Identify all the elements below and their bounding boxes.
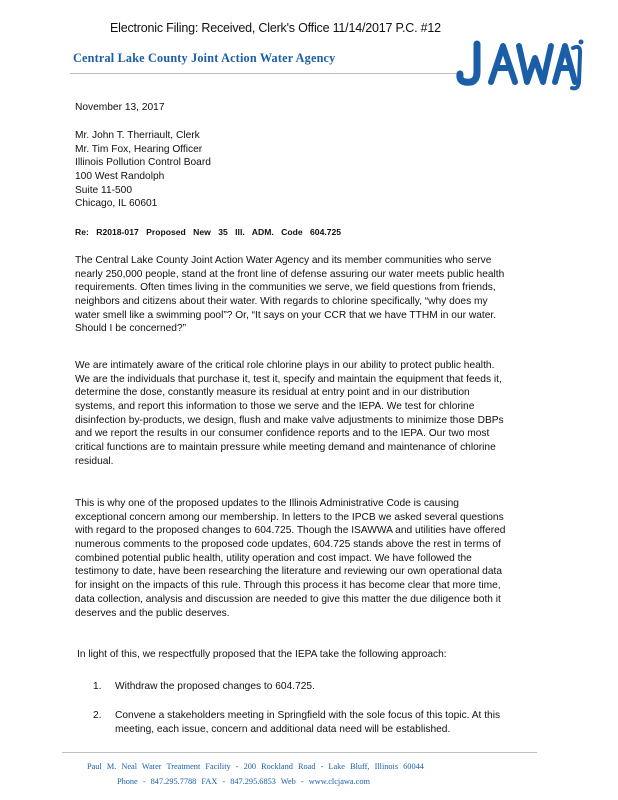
filing-stamp: Electronic Filing: Received, Clerk's Office 11/14/2017 P.C. #12 bbox=[110, 21, 441, 35]
jawa-logo-icon bbox=[455, 34, 585, 92]
text-line: neighbors and citizens about their water. With regards to chlorine specifically, “why does my bbox=[75, 296, 488, 308]
paragraph-4: In light of this, we respectfully proposed that the IEPA take the following approach: bbox=[77, 649, 447, 660]
text-line: nearly 250,000 people, stand at the front line of defense assuring our water meets public health bbox=[75, 268, 505, 280]
text-line: requirements. Often times living in the communities we serve, we field questions from friends, bbox=[75, 282, 496, 294]
address-line: Suite 11-500 bbox=[75, 184, 133, 196]
text-line: systems, and report this information to those we serve and the IEPA. We test for chlorine bbox=[75, 401, 475, 413]
text-line: water smell like a swimming pool”? Or, “It says on your CCR that we have TTHM in our water. bbox=[75, 309, 497, 321]
list-text: meeting, each issue, concern and additional data need will be established. bbox=[115, 723, 451, 735]
address-line: Chicago, IL 60601 bbox=[75, 198, 158, 210]
footer-address: Paul M. Neal Water Treatment Facility - 200 Rockland Road - Lake Bluff, Illinois 60044 bbox=[87, 762, 424, 771]
text-line: testimony to date, have been researching the literature and reviewing our own operational data bbox=[75, 566, 503, 578]
text-line: exceptional concern among our membership. In letters to the IPCB we asked several questions bbox=[75, 511, 504, 523]
text-line: Should I be concerned?” bbox=[75, 323, 187, 335]
list-number: 1. bbox=[93, 681, 102, 692]
text-line: for insight on the impacts of this rule. Through this process it has become clear that more time, bbox=[75, 580, 501, 592]
list-number: 2. bbox=[93, 710, 102, 721]
footer-contact: Phone - 847.295.7788 FAX - 847.295.6853 Web - www.clcjawa.com bbox=[117, 777, 370, 786]
address-line: Mr. John T. Therriault, Clerk bbox=[75, 130, 200, 141]
paragraph-3 bbox=[75, 497, 555, 620]
text-line: data collection, analysis and discussion are needed to give this matter the due diligence both it bbox=[75, 593, 501, 605]
header-divider bbox=[70, 73, 460, 74]
agency-name: Central Lake County Joint Action Water Agency bbox=[73, 51, 336, 65]
text-line: disinfection by-products, we design, flush and make valve adjustments to minimize those DBPs bbox=[75, 414, 504, 426]
text-line: combined potential public health, utility operation and cost impact. We have followed the bbox=[75, 552, 472, 564]
list-text: Convene a stakeholders meeting in Springfield with the sole focus of this topic. At this bbox=[115, 710, 501, 721]
text-line: This is why one of the proposed updates to the Illinois Administrative Code is causing bbox=[75, 498, 459, 509]
address-line: Illinois Pollution Control Board bbox=[75, 157, 211, 169]
letter-date: November 13, 2017 bbox=[75, 102, 165, 113]
text-line: The Central Lake County Joint Action Water Agency and its member communities who serve bbox=[75, 255, 492, 266]
text-line: residual. bbox=[75, 455, 114, 467]
list-text: Withdraw the proposed changes to 604.725. bbox=[115, 681, 315, 692]
paragraph-1 bbox=[75, 254, 555, 336]
text-line: deserves and the public deserves. bbox=[75, 607, 230, 619]
address-line: 100 West Randolph bbox=[75, 171, 165, 183]
recipient-address bbox=[75, 129, 555, 211]
text-line: determine the dose, constantly measure its residual at entry point and in our distribution bbox=[75, 387, 470, 399]
footer-divider bbox=[62, 752, 537, 753]
text-line: and we report the results in our consumer confidence reports and to the IEPA. Our two most bbox=[75, 428, 490, 440]
text-line: We are intimately aware of the critical role chlorine plays in our ability to protect public health. bbox=[75, 360, 495, 371]
paragraph-2 bbox=[75, 359, 555, 469]
text-line: We are the individuals that purchase it, test it, specify and maintain the equipment that feeds it, bbox=[75, 373, 502, 385]
text-line: with regard to the proposed changes to 604.725. Though the ISAWWA and utilities have offered bbox=[75, 525, 506, 537]
text-line: critical functions are to maintain pressure while meeting demand and maintenance of chlorine bbox=[75, 442, 496, 454]
address-line: Mr. Tim Fox, Hearing Officer bbox=[75, 143, 203, 155]
text-line: numerous comments to the proposed code updates, 604.725 stands above the rest in terms of bbox=[75, 539, 501, 551]
re-line: Re: R2018-017 Proposed New 35 Ill. ADM. Code 604.725 bbox=[75, 227, 342, 237]
